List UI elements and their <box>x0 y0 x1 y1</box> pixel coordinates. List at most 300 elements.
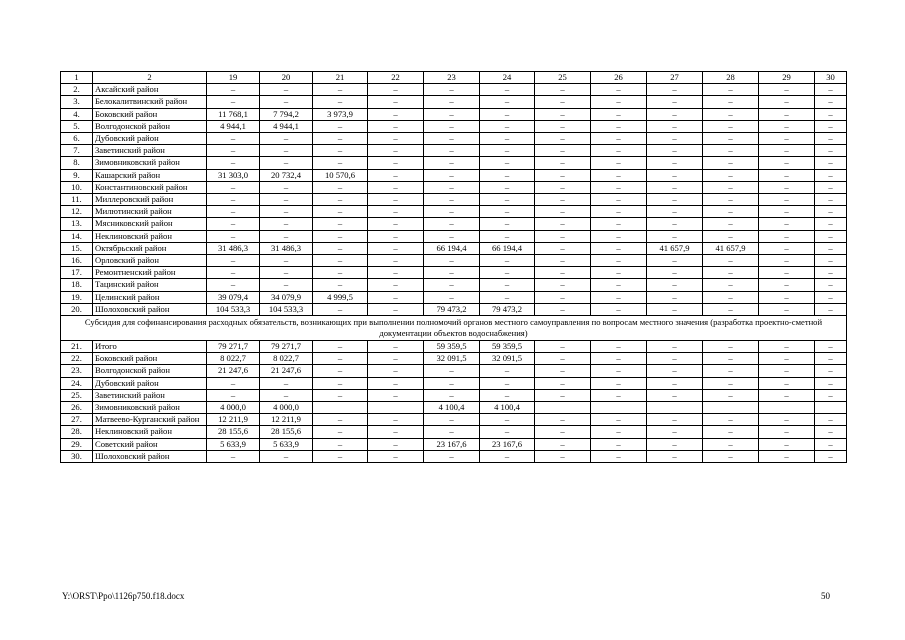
value-cell: – <box>591 206 647 218</box>
value-cell: – <box>535 291 591 303</box>
value-cell: – <box>647 389 703 401</box>
value-cell: 66 194,4 <box>424 242 480 254</box>
value-cell: – <box>424 389 480 401</box>
value-cell: – <box>313 377 368 389</box>
value-cell: 66 194,4 <box>480 242 535 254</box>
value-cell: – <box>647 426 703 438</box>
value-cell: – <box>815 291 847 303</box>
value-cell: – <box>535 194 591 206</box>
row-number: 12. <box>61 206 93 218</box>
value-cell: 79 473,2 <box>480 303 535 315</box>
value-cell: – <box>759 230 815 242</box>
column-header: 29 <box>759 72 815 84</box>
value-cell: – <box>260 157 313 169</box>
column-header: 22 <box>368 72 424 84</box>
district-name: Советский район <box>93 438 207 450</box>
value-cell: – <box>535 218 591 230</box>
value-cell: – <box>313 450 368 462</box>
value-cell: 20 732,4 <box>260 169 313 181</box>
value-cell: – <box>480 389 535 401</box>
column-header: 21 <box>313 72 368 84</box>
value-cell: – <box>759 365 815 377</box>
value-cell: – <box>591 194 647 206</box>
value-cell: – <box>480 255 535 267</box>
table-row <box>61 194 847 206</box>
value-cell: – <box>647 181 703 193</box>
value-cell: – <box>591 438 647 450</box>
value-cell: 8 022,7 <box>260 353 313 365</box>
value-cell: – <box>368 414 424 426</box>
value-cell: – <box>815 230 847 242</box>
value-cell: – <box>815 181 847 193</box>
column-header: 28 <box>703 72 759 84</box>
value-cell: 79 271,7 <box>260 341 313 353</box>
value-cell: – <box>815 120 847 132</box>
district-name: Шолоховский район <box>93 450 207 462</box>
value-cell: – <box>647 218 703 230</box>
value-cell: – <box>703 341 759 353</box>
value-cell: – <box>535 242 591 254</box>
value-cell: – <box>759 389 815 401</box>
value-cell: – <box>591 267 647 279</box>
value-cell: 79 473,2 <box>424 303 480 315</box>
value-cell: – <box>313 279 368 291</box>
value-cell: – <box>207 389 260 401</box>
value-cell: – <box>260 194 313 206</box>
row-number: 28. <box>61 426 93 438</box>
value-cell: – <box>424 120 480 132</box>
value-cell: – <box>815 438 847 450</box>
value-cell: – <box>424 157 480 169</box>
value-cell: – <box>207 255 260 267</box>
value-cell: – <box>703 194 759 206</box>
column-header: 27 <box>647 72 703 84</box>
value-cell: – <box>647 303 703 315</box>
value-cell: – <box>207 181 260 193</box>
value-cell: 11 768,1 <box>207 108 260 120</box>
value-cell: – <box>260 450 313 462</box>
table-row <box>61 377 847 389</box>
value-cell: – <box>815 303 847 315</box>
value-cell: 104 533,3 <box>260 303 313 315</box>
value-cell: – <box>759 157 815 169</box>
value-cell: 8 022,7 <box>207 353 260 365</box>
value-cell: – <box>535 426 591 438</box>
value-cell: – <box>815 84 847 96</box>
value-cell: – <box>424 377 480 389</box>
value-cell: – <box>368 181 424 193</box>
value-cell: 5 633,9 <box>207 438 260 450</box>
value-cell: – <box>368 206 424 218</box>
value-cell: – <box>759 169 815 181</box>
column-header: 30 <box>815 72 847 84</box>
value-cell: – <box>759 341 815 353</box>
value-cell: – <box>535 341 591 353</box>
value-cell: – <box>535 206 591 218</box>
table-row <box>61 255 847 267</box>
value-cell: – <box>480 291 535 303</box>
value-cell: – <box>703 108 759 120</box>
row-number: 14. <box>61 230 93 242</box>
district-name: Волгодонской район <box>93 365 207 377</box>
value-cell: – <box>313 84 368 96</box>
value-cell: – <box>313 426 368 438</box>
table-row <box>61 303 847 315</box>
value-cell <box>368 402 424 414</box>
value-cell: – <box>368 157 424 169</box>
budget-table <box>60 71 847 463</box>
value-cell: – <box>368 365 424 377</box>
value-cell: – <box>368 279 424 291</box>
table-row <box>61 181 847 193</box>
value-cell: – <box>480 377 535 389</box>
value-cell: – <box>647 255 703 267</box>
value-cell: – <box>424 255 480 267</box>
value-cell: – <box>759 255 815 267</box>
value-cell: – <box>424 133 480 145</box>
value-cell: – <box>647 145 703 157</box>
value-cell: – <box>703 206 759 218</box>
row-number: 25. <box>61 389 93 401</box>
district-name: Неклиновский район <box>93 426 207 438</box>
value-cell: – <box>368 450 424 462</box>
value-cell: – <box>703 450 759 462</box>
value-cell: – <box>313 96 368 108</box>
table-row <box>61 157 847 169</box>
value-cell: – <box>368 242 424 254</box>
value-cell: – <box>260 255 313 267</box>
value-cell: – <box>759 181 815 193</box>
value-cell: – <box>313 389 368 401</box>
value-cell: – <box>647 108 703 120</box>
value-cell: – <box>207 267 260 279</box>
value-cell: – <box>703 389 759 401</box>
value-cell: – <box>313 181 368 193</box>
district-name: Аксайский район <box>93 84 207 96</box>
value-cell: – <box>815 96 847 108</box>
value-cell: – <box>647 267 703 279</box>
value-cell: – <box>591 157 647 169</box>
value-cell: – <box>313 365 368 377</box>
value-cell: – <box>535 255 591 267</box>
row-number: 3. <box>61 96 93 108</box>
value-cell: – <box>313 133 368 145</box>
value-cell: – <box>368 267 424 279</box>
value-cell: – <box>260 389 313 401</box>
value-cell: – <box>647 365 703 377</box>
value-cell: – <box>535 145 591 157</box>
table-row <box>61 414 847 426</box>
value-cell: – <box>815 341 847 353</box>
value-cell: 4 000,0 <box>207 402 260 414</box>
value-cell: – <box>368 291 424 303</box>
value-cell: – <box>759 218 815 230</box>
value-cell: – <box>815 242 847 254</box>
value-cell: – <box>313 341 368 353</box>
value-cell: – <box>535 267 591 279</box>
value-cell: – <box>480 157 535 169</box>
value-cell: – <box>759 303 815 315</box>
column-header: 26 <box>591 72 647 84</box>
district-name: Октябрьский район <box>93 242 207 254</box>
value-cell: – <box>535 450 591 462</box>
value-cell: – <box>313 303 368 315</box>
value-cell: 59 359,5 <box>480 341 535 353</box>
value-cell <box>313 402 368 414</box>
row-number: 26. <box>61 402 93 414</box>
value-cell: – <box>260 377 313 389</box>
district-name: Матвеево-Курганский район <box>93 414 207 426</box>
value-cell: – <box>815 426 847 438</box>
district-name: Неклиновский район <box>93 230 207 242</box>
value-cell: – <box>313 242 368 254</box>
column-header: 25 <box>535 72 591 84</box>
column-header: 19 <box>207 72 260 84</box>
value-cell: – <box>815 414 847 426</box>
value-cell: – <box>480 267 535 279</box>
value-cell: – <box>759 353 815 365</box>
value-cell: – <box>260 181 313 193</box>
district-name: Зимовниковский район <box>93 157 207 169</box>
table-row <box>61 402 847 414</box>
value-cell: – <box>815 267 847 279</box>
row-number: 20. <box>61 303 93 315</box>
value-cell: – <box>647 341 703 353</box>
value-cell: – <box>703 133 759 145</box>
value-cell: 32 091,5 <box>480 353 535 365</box>
value-cell: – <box>368 194 424 206</box>
value-cell: – <box>368 230 424 242</box>
value-cell: – <box>815 169 847 181</box>
value-cell: 4 000,0 <box>260 402 313 414</box>
value-cell: – <box>759 242 815 254</box>
value-cell: – <box>260 218 313 230</box>
value-cell: – <box>480 181 535 193</box>
value-cell: – <box>260 267 313 279</box>
value-cell: – <box>591 108 647 120</box>
value-cell: – <box>591 169 647 181</box>
value-cell: – <box>535 84 591 96</box>
value-cell: – <box>313 157 368 169</box>
page-number: 50 <box>821 591 830 601</box>
value-cell: – <box>260 230 313 242</box>
value-cell: – <box>647 377 703 389</box>
value-cell: – <box>368 145 424 157</box>
value-cell: – <box>260 206 313 218</box>
district-name: Итого <box>93 341 207 353</box>
value-cell: 59 359,5 <box>424 341 480 353</box>
district-name: Зимовниковский район <box>93 402 207 414</box>
value-cell: – <box>759 206 815 218</box>
value-cell: 5 633,9 <box>260 438 313 450</box>
value-cell: – <box>759 426 815 438</box>
value-cell: – <box>815 279 847 291</box>
value-cell: 4 100,4 <box>424 402 480 414</box>
value-cell: – <box>703 255 759 267</box>
value-cell: 104 533,3 <box>207 303 260 315</box>
value-cell: – <box>535 377 591 389</box>
value-cell: – <box>480 414 535 426</box>
value-cell: – <box>703 438 759 450</box>
value-cell: – <box>480 169 535 181</box>
district-name: Боковский район <box>93 353 207 365</box>
value-cell: – <box>424 414 480 426</box>
row-number: 23. <box>61 365 93 377</box>
row-number: 4. <box>61 108 93 120</box>
value-cell: – <box>368 438 424 450</box>
value-cell: – <box>591 181 647 193</box>
district-name: Мясниковский район <box>93 218 207 230</box>
value-cell: – <box>480 84 535 96</box>
value-cell: – <box>424 230 480 242</box>
value-cell: – <box>535 96 591 108</box>
value-cell: – <box>368 341 424 353</box>
value-cell: 10 570,6 <box>313 169 368 181</box>
value-cell: – <box>207 450 260 462</box>
value-cell: 23 167,6 <box>424 438 480 450</box>
value-cell: – <box>313 218 368 230</box>
value-cell: – <box>591 255 647 267</box>
value-cell: – <box>759 414 815 426</box>
value-cell: – <box>313 255 368 267</box>
value-cell: – <box>313 267 368 279</box>
table-row <box>61 341 847 353</box>
value-cell: – <box>647 438 703 450</box>
value-cell: 32 091,5 <box>424 353 480 365</box>
column-header: 1 <box>61 72 93 84</box>
value-cell: – <box>424 218 480 230</box>
value-cell: – <box>647 230 703 242</box>
value-cell: – <box>313 145 368 157</box>
value-cell: – <box>591 230 647 242</box>
value-cell: – <box>759 450 815 462</box>
value-cell: – <box>591 218 647 230</box>
value-cell: – <box>703 414 759 426</box>
value-cell: – <box>207 218 260 230</box>
value-cell: – <box>207 230 260 242</box>
value-cell: – <box>759 120 815 132</box>
value-cell: 28 155,6 <box>207 426 260 438</box>
value-cell: 79 271,7 <box>207 341 260 353</box>
value-cell: – <box>647 194 703 206</box>
table-row <box>61 291 847 303</box>
value-cell: – <box>535 230 591 242</box>
table-row <box>61 84 847 96</box>
value-cell <box>815 402 847 414</box>
table-row <box>61 120 847 132</box>
row-number: 29. <box>61 438 93 450</box>
value-cell: – <box>368 255 424 267</box>
value-cell: – <box>313 194 368 206</box>
table-row <box>61 438 847 450</box>
value-cell: – <box>759 108 815 120</box>
value-cell: – <box>815 206 847 218</box>
table-row <box>61 169 847 181</box>
value-cell: 21 247,6 <box>207 365 260 377</box>
value-cell: – <box>535 181 591 193</box>
value-cell: – <box>368 84 424 96</box>
value-cell: – <box>424 267 480 279</box>
value-cell: – <box>368 353 424 365</box>
value-cell: – <box>368 218 424 230</box>
value-cell: – <box>759 145 815 157</box>
value-cell: – <box>815 255 847 267</box>
value-cell <box>535 402 591 414</box>
value-cell: – <box>480 194 535 206</box>
value-cell: – <box>591 291 647 303</box>
section-title: Субсидия для софинансирования расходных обязательств, возникающих при выполнении полномочий органов местного самоуправления по вопросам местного значения (разработка проектно-сметной документации объектов водоснабжения) <box>61 316 847 341</box>
value-cell: – <box>591 414 647 426</box>
value-cell: – <box>207 145 260 157</box>
value-cell: – <box>368 169 424 181</box>
value-cell: – <box>480 230 535 242</box>
row-number: 24. <box>61 377 93 389</box>
value-cell: – <box>368 426 424 438</box>
value-cell: – <box>759 133 815 145</box>
section-row <box>61 316 847 341</box>
district-name: Заветинский район <box>93 389 207 401</box>
value-cell: – <box>424 426 480 438</box>
district-name: Заветинский район <box>93 145 207 157</box>
district-name: Шолоховский район <box>93 303 207 315</box>
value-cell: – <box>647 206 703 218</box>
value-cell: – <box>207 96 260 108</box>
value-cell: – <box>313 230 368 242</box>
row-number: 8. <box>61 157 93 169</box>
value-cell: – <box>313 206 368 218</box>
value-cell: – <box>424 365 480 377</box>
value-cell: – <box>535 120 591 132</box>
row-number: 15. <box>61 242 93 254</box>
district-name: Миллеровский район <box>93 194 207 206</box>
table-row <box>61 133 847 145</box>
row-number: 6. <box>61 133 93 145</box>
value-cell: – <box>368 303 424 315</box>
value-cell: – <box>703 145 759 157</box>
table-row <box>61 389 847 401</box>
value-cell: – <box>424 181 480 193</box>
value-cell: – <box>313 353 368 365</box>
value-cell: – <box>703 181 759 193</box>
value-cell: – <box>591 303 647 315</box>
value-cell: – <box>591 279 647 291</box>
value-cell: – <box>591 84 647 96</box>
district-name: Боковский район <box>93 108 207 120</box>
value-cell: – <box>480 450 535 462</box>
value-cell: – <box>759 377 815 389</box>
district-name: Кашарский район <box>93 169 207 181</box>
value-cell: – <box>647 120 703 132</box>
value-cell: – <box>759 438 815 450</box>
value-cell: – <box>313 438 368 450</box>
value-cell: 12 211,9 <box>207 414 260 426</box>
value-cell: – <box>480 96 535 108</box>
value-cell: – <box>424 169 480 181</box>
row-number: 10. <box>61 181 93 193</box>
row-number: 21. <box>61 341 93 353</box>
value-cell: – <box>535 169 591 181</box>
value-cell: 28 155,6 <box>260 426 313 438</box>
table-row <box>61 230 847 242</box>
value-cell: – <box>260 145 313 157</box>
table-row <box>61 145 847 157</box>
value-cell: – <box>815 145 847 157</box>
value-cell: 31 486,3 <box>207 242 260 254</box>
value-cell: – <box>424 206 480 218</box>
table-row <box>61 242 847 254</box>
value-cell: – <box>703 426 759 438</box>
value-cell: – <box>759 194 815 206</box>
